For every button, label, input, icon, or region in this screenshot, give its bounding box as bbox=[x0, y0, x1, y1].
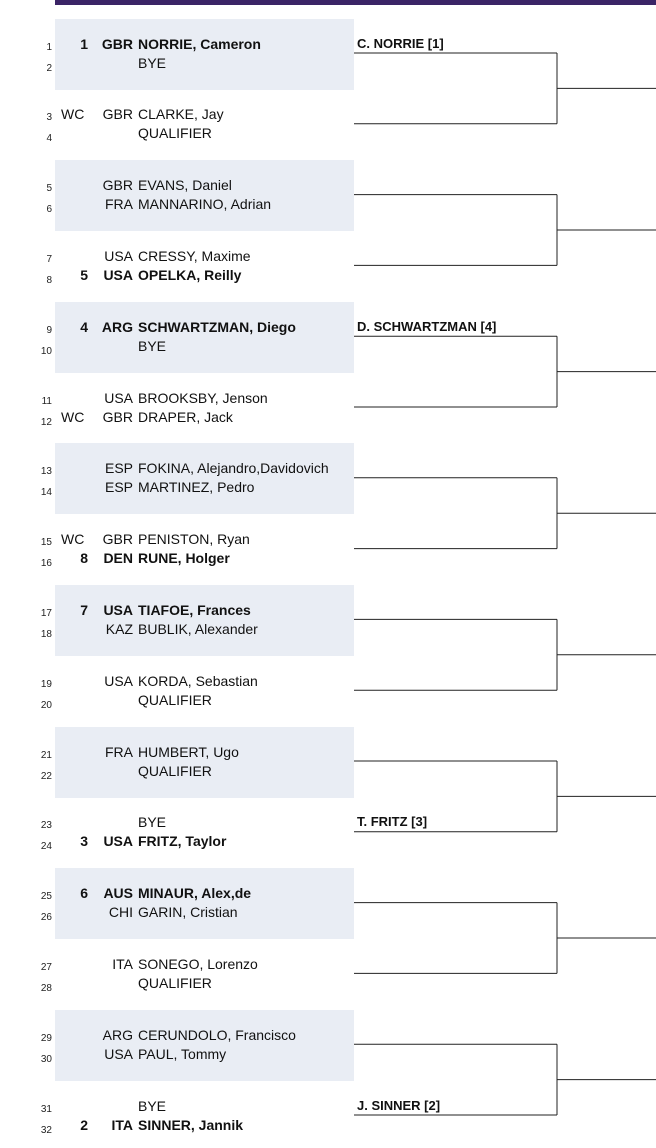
draw-position-number: 13 bbox=[40, 466, 52, 478]
seed-number: 1 bbox=[80, 35, 88, 52]
player-country: KAZ bbox=[105, 620, 133, 637]
player-country: USA bbox=[104, 389, 133, 406]
player-name: BUBLIK, Alexander bbox=[138, 620, 258, 637]
round2-player: T. FRITZ [3] bbox=[357, 814, 428, 830]
seed-number: 4 bbox=[80, 318, 88, 335]
draw-position-number: 18 bbox=[40, 628, 52, 640]
draw-position-number: 14 bbox=[40, 487, 52, 499]
player-name: TIAFOE, Frances bbox=[138, 601, 251, 618]
player-name: EVANS, Daniel bbox=[138, 177, 232, 194]
draw-position-number: 4 bbox=[46, 133, 52, 145]
player-name: FOKINA, Alejandro,Davidovich bbox=[138, 460, 329, 477]
draw-position-number: 6 bbox=[46, 204, 52, 216]
draw-position-number: 24 bbox=[40, 841, 52, 853]
player-country: DEN bbox=[103, 550, 133, 567]
draw-position-number: 5 bbox=[46, 183, 52, 195]
player-country: GBR bbox=[102, 408, 133, 425]
draw-position-number: 10 bbox=[40, 345, 52, 357]
player-country: GBR bbox=[102, 106, 133, 123]
seed-number: 6 bbox=[80, 885, 88, 902]
player-country: GBR bbox=[102, 531, 133, 548]
player-name: RUNE, Holger bbox=[138, 550, 230, 567]
player-country: FRA bbox=[105, 196, 133, 213]
draw-position-number: 3 bbox=[46, 112, 52, 124]
draw-position-number: 17 bbox=[40, 607, 52, 619]
player-name: OPELKA, Reilly bbox=[138, 266, 242, 283]
draw-position-number: 29 bbox=[40, 1032, 52, 1044]
draw-position-number: 2 bbox=[46, 62, 52, 74]
player-country: USA bbox=[104, 1045, 133, 1062]
player-name: BYE bbox=[138, 337, 167, 354]
player-country: USA bbox=[103, 833, 133, 850]
player-country: GBR bbox=[102, 177, 133, 194]
player-name: CERUNDOLO, Francisco bbox=[138, 1026, 296, 1043]
player-country: ARG bbox=[101, 318, 133, 335]
wildcard-label: WC bbox=[61, 531, 85, 548]
seed-number: 7 bbox=[80, 601, 88, 618]
draw-position-number: 11 bbox=[41, 395, 52, 407]
wildcard-label: WC bbox=[61, 408, 85, 425]
player-country: AUS bbox=[103, 885, 133, 902]
player-name: SINNER, Jannik bbox=[138, 1116, 244, 1133]
wildcard-label: WC bbox=[61, 106, 85, 123]
draw-position-number: 15 bbox=[40, 537, 52, 549]
player-name: SCHWARTZMAN, Diego bbox=[138, 318, 296, 335]
player-country: USA bbox=[104, 672, 133, 689]
draw-position-number: 1 bbox=[46, 41, 52, 53]
draw-position-number: 32 bbox=[40, 1124, 52, 1136]
draw-position-number: 21 bbox=[40, 749, 52, 761]
draw-position-number: 30 bbox=[40, 1053, 52, 1065]
player-country: ARG bbox=[102, 1026, 133, 1043]
player-name: HUMBERT, Ugo bbox=[138, 743, 239, 760]
player-name: QUALIFIER bbox=[138, 125, 212, 142]
draw-position-number: 23 bbox=[40, 820, 52, 832]
player-name: CLARKE, Jay bbox=[138, 106, 224, 123]
player-name: FRITZ, Taylor bbox=[138, 833, 227, 850]
draw-position-number: 31 bbox=[40, 1103, 52, 1115]
round2-player: C. NORRIE [1] bbox=[357, 35, 444, 51]
player-country: ESP bbox=[104, 460, 133, 477]
player-country: USA bbox=[104, 247, 133, 264]
player-name: SONEGO, Lorenzo bbox=[138, 955, 258, 972]
player-name: QUALIFIER bbox=[138, 974, 212, 991]
draw-position-number: 12 bbox=[40, 416, 52, 428]
player-name: NORRIE, Cameron bbox=[138, 35, 261, 52]
player-name: CRESSY, Maxime bbox=[138, 247, 251, 264]
player-country: USA bbox=[103, 601, 133, 618]
seed-number: 2 bbox=[80, 1116, 88, 1133]
draw-position-number: 19 bbox=[40, 678, 52, 690]
draw-position-number: 22 bbox=[40, 770, 52, 782]
player-name: QUALIFIER bbox=[138, 762, 212, 779]
player-name: KORDA, Sebastian bbox=[138, 672, 258, 689]
player-country: GBR bbox=[101, 35, 133, 52]
round2-player: J. SINNER [2] bbox=[357, 1097, 441, 1113]
draw-position-number: 28 bbox=[40, 982, 52, 994]
player-country: ESP bbox=[104, 479, 133, 496]
player-name: DRAPER, Jack bbox=[138, 408, 233, 425]
player-country: USA bbox=[103, 266, 133, 283]
draw-position-number: 25 bbox=[40, 891, 52, 903]
player-name: BROOKSBY, Jenson bbox=[138, 389, 268, 406]
draw-position-number: 16 bbox=[40, 558, 52, 570]
draw-position-number: 8 bbox=[46, 274, 52, 286]
draw-position-number: 20 bbox=[40, 699, 52, 711]
player-country: ITA bbox=[111, 1116, 133, 1133]
player-name: BYE bbox=[138, 54, 167, 71]
draw-position-number: 9 bbox=[46, 324, 52, 336]
draw-position-number: 7 bbox=[46, 253, 52, 265]
player-name: PAUL, Tommy bbox=[138, 1045, 227, 1062]
seed-number: 3 bbox=[80, 833, 88, 850]
player-country: CHI bbox=[108, 904, 133, 921]
player-name: MANNARINO, Adrian bbox=[138, 196, 272, 213]
draw-position-number: 27 bbox=[40, 961, 52, 973]
player-country: FRA bbox=[105, 743, 133, 760]
seed-number: 8 bbox=[80, 550, 88, 567]
player-name: GARIN, Cristian bbox=[138, 904, 238, 921]
player-name: BYE bbox=[138, 814, 167, 831]
seed-number: 5 bbox=[80, 266, 88, 283]
player-name: MINAUR, Alex,de bbox=[138, 885, 252, 902]
player-name: QUALIFIER bbox=[138, 691, 212, 708]
player-name: MARTINEZ, Pedro bbox=[138, 479, 255, 496]
player-name: PENISTON, Ryan bbox=[138, 531, 250, 548]
player-name: BYE bbox=[138, 1097, 167, 1114]
round2-player: D. SCHWARTZMAN [4] bbox=[357, 318, 497, 334]
draw-position-number: 26 bbox=[40, 912, 52, 924]
player-country: ITA bbox=[112, 955, 133, 972]
